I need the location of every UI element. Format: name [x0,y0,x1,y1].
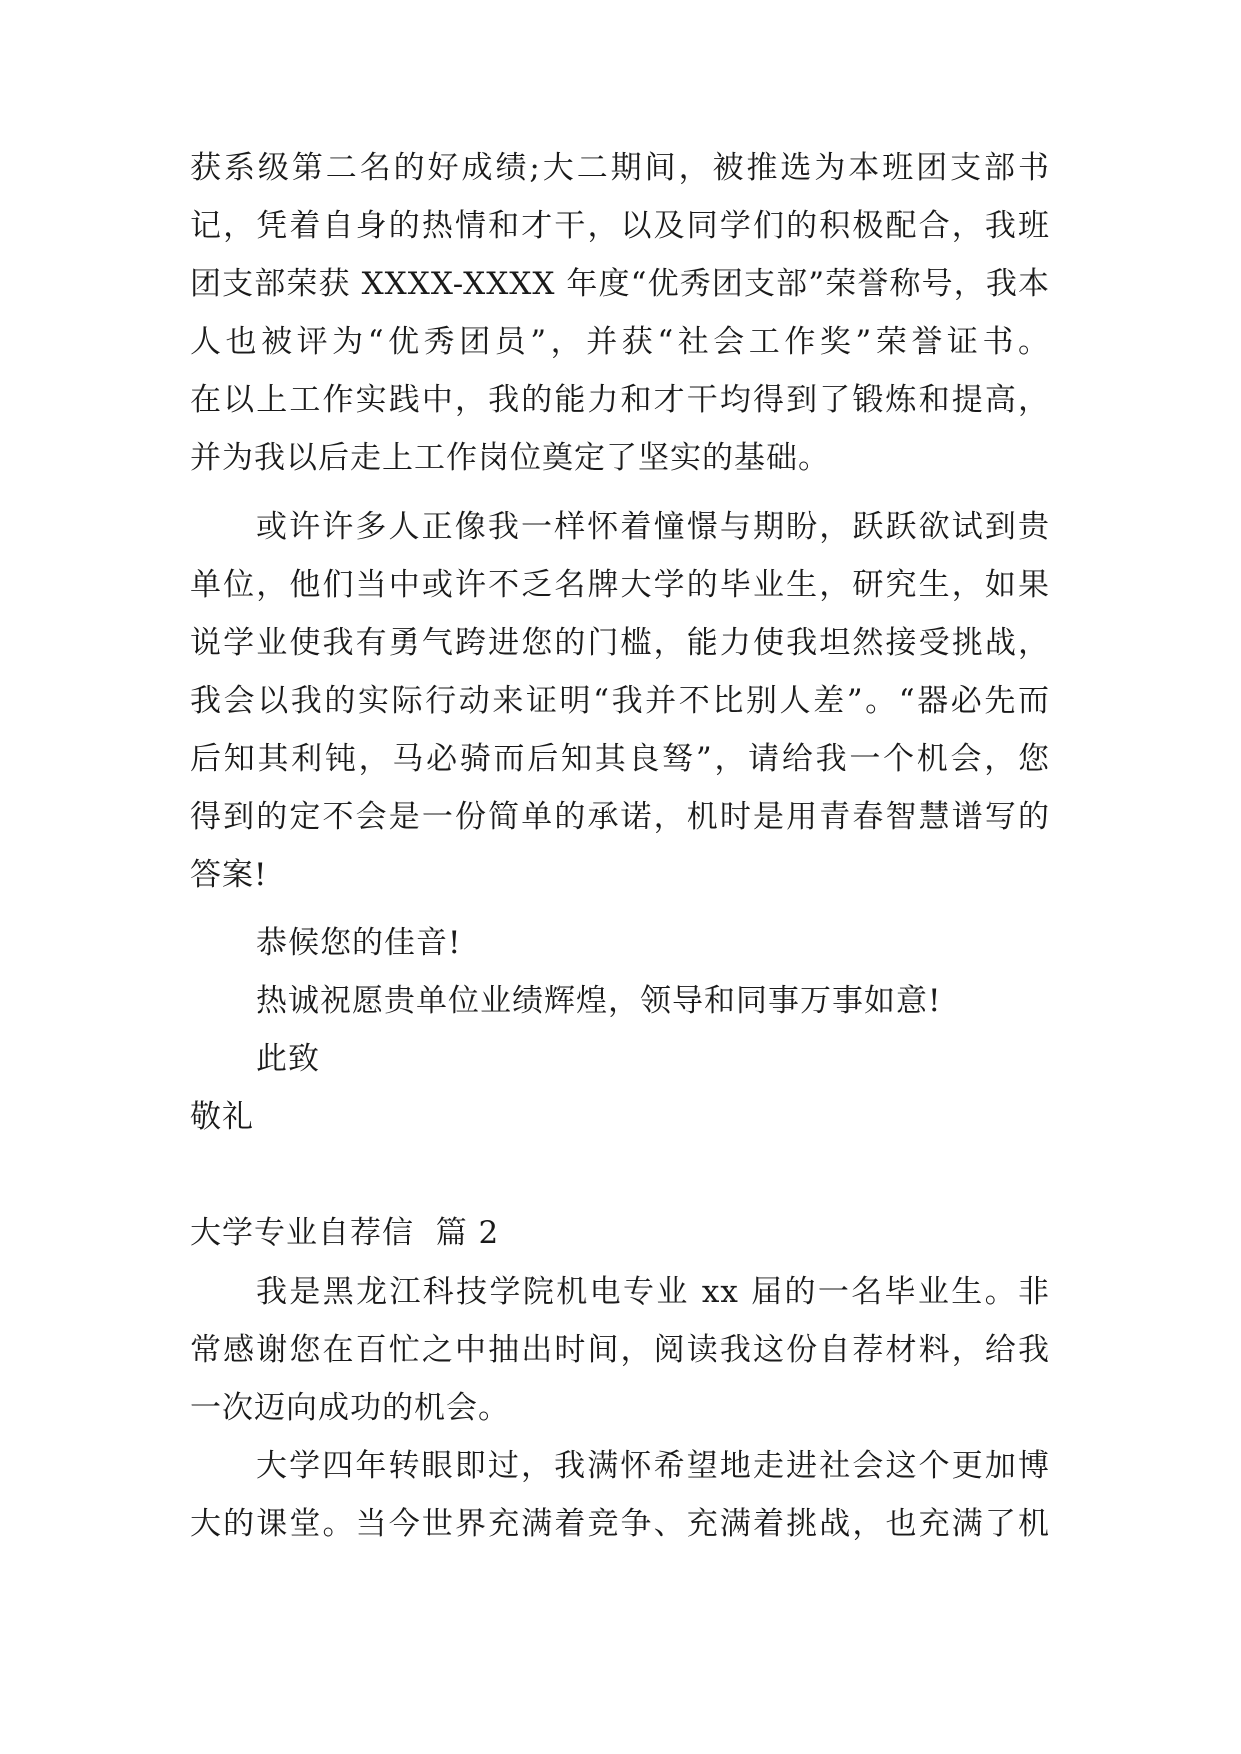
closing-wishes: 热诚祝愿贵单位业绩辉煌，领导和同事万事如意! [256,983,942,1019]
paragraph-line: 大的课堂。当今世界充满着竞争、充满着挑战，也充满了机 [190,1506,1050,1542]
paragraph-line: 获系级第二名的好成绩;大二期间，被推选为本班团支部书 [190,150,1050,186]
paragraph-line: 我会以我的实际行动来证明“我并不比别人差”。“器必先而 [190,683,1050,719]
paragraph-line: 团支部荣获 XXXX-XXXX 年度“优秀团支部”荣誉称号，我本 [190,266,1050,302]
paragraph-first-line: 大学四年转眼即过，我满怀希望地走进社会这个更加博 [256,1448,1050,1484]
salutation-jingli: 敬礼 [190,1099,254,1135]
section-title: 大学专业自荐信 篇 2 [190,1215,500,1251]
paragraph-line: 在以上工作实践中，我的能力和才干均得到了锻炼和提高， [190,382,1050,418]
paragraph-line: 常感谢您在百忙之中抽出时间，阅读我这份自荐材料，给我 [190,1332,1050,1368]
paragraph-first-line: 我是黑龙江科技学院机电专业 xx 届的一名毕业生。非 [256,1274,1050,1310]
salutation-cizhi: 此致 [256,1041,320,1077]
paragraph-line: 说学业使我有勇气跨进您的门槛，能力使我坦然接受挑战， [190,625,1050,661]
paragraph-line: 后知其利钝，马必骑而后知其良驽”，请给我一个机会，您 [190,741,1050,777]
paragraph-line: 答案! [190,857,268,893]
paragraph-line: 得到的定不会是一份简单的承诺，机时是用青春智慧谱写的 [190,799,1050,835]
paragraph-first-line: 或许许多人正像我一样怀着憧憬与期盼，跃跃欲试到贵 [256,509,1050,545]
paragraph-line: 并为我以后走上工作岗位奠定了坚实的基础。 [190,440,830,476]
closing-line: 恭候您的佳音! [256,925,462,961]
paragraph-line: 记，凭着自身的热情和才干，以及同学们的积极配合，我班 [190,208,1050,244]
paragraph-line: 一次迈向成功的机会。 [190,1390,510,1426]
paragraph-line: 人也被评为“优秀团员”，并获“社会工作奖”荣誉证书。 [190,324,1050,360]
paragraph-line: 单位，他们当中或许不乏名牌大学的毕业生，研究生，如果 [190,567,1050,603]
